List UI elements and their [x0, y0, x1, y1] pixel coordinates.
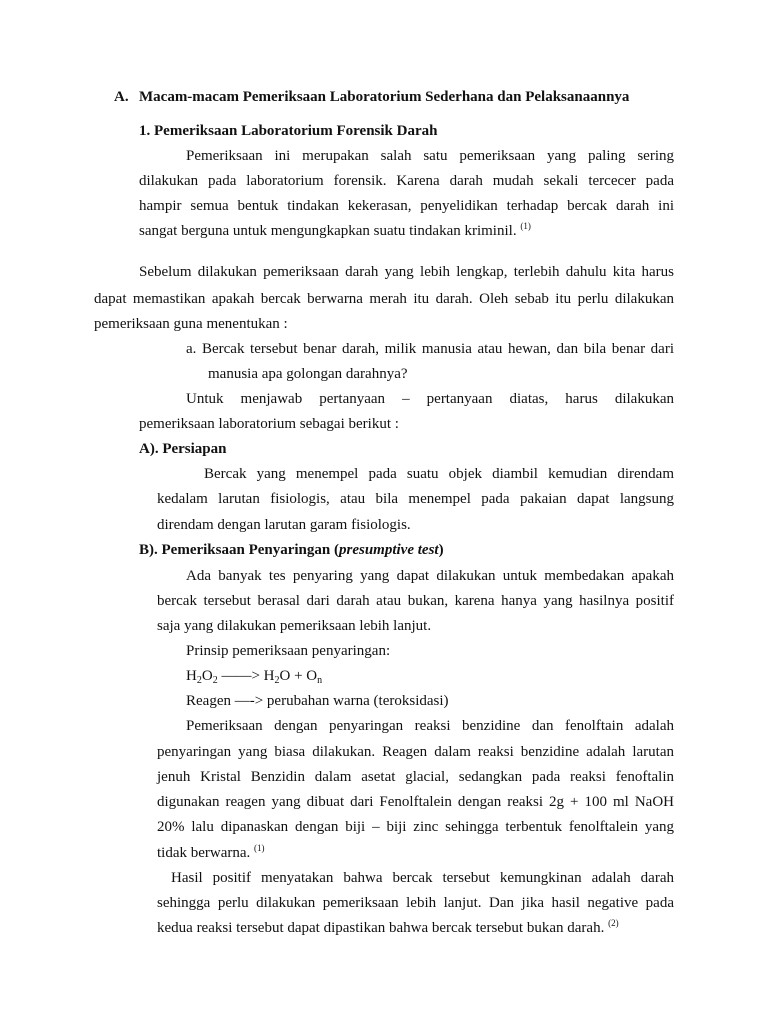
paragraph-line: 20% lalu dipanaskan dengan biji – biji zinc sehingga terbentuk fenolftalein yang — [157, 819, 674, 835]
equation-peroxide: $H_2O_2$ ——> $H_2O + O_n$ — [186, 668, 323, 686]
citation-ref: (1) — [254, 843, 265, 853]
section-title: Macam-macam Pemeriksaan Laboratorium Sederhana dan Pelaksanaannya — [139, 89, 630, 105]
paragraph-line: Pemeriksaan ini merupakan salah satu pemeriksaan yang paling sering — [186, 148, 674, 164]
list-item: a. Bercak tersebut benar darah, milik manusia atau hewan, dan bila benar dari — [186, 341, 674, 357]
paragraph-line: hampir semua bentuk tindakan kekerasan, penyelidikan terhadap bercak darah ini — [139, 198, 674, 214]
section-marker: A. — [114, 89, 129, 105]
paragraph-line: sehingga perlu dilakukan pemeriksaan lebih lanjut. Dan jika hasil negative pada — [157, 895, 674, 911]
citation-ref: (2) — [608, 918, 619, 928]
paragraph-line: saja yang dilakukan pemeriksaan lebih lanjut. — [157, 618, 432, 634]
equation-reagent: Reagen —-> perubahan warna (teroksidasi) — [186, 693, 449, 709]
paragraph-line: Bercak yang menempel pada suatu objek diambil kemudian direndam — [204, 466, 674, 482]
paragraph-line: digunakan reagen yang dibuat dari Fenolftalein dengan reaksi 2g + 100 ml NaOH — [157, 794, 674, 810]
paragraph-line: bercak tersebut berasal dari darah atau bukan, karena hanya yang hasilnya positif — [157, 593, 674, 609]
paragraph-line: pemeriksaan guna menentukan : — [94, 316, 288, 332]
penyaringan-heading: B). Pemeriksaan Penyaringan (presumptive test) — [139, 542, 444, 558]
paragraph-line: Hasil positif menyatakan bahwa bercak tersebut kemungkinan adalah darah — [171, 870, 674, 886]
paragraph-line: dapat memastikan apakah bercak berwarna merah itu darah. Oleh sebab itu perlu dilakukan — [94, 291, 674, 307]
paragraph-line: sangat berguna untuk mengungkapkan suatu tindakan kriminil. $^{(1)}$ — [139, 221, 531, 239]
citation-ref: (1) — [520, 221, 531, 231]
list-item: manusia apa golongan darahnya? — [208, 366, 408, 382]
paragraph-line: dilakukan pada laboratorium forensik. Karena darah mudah sekali tercecer pada — [139, 173, 674, 189]
paragraph-line: pemeriksaan laboratorium sebagai berikut : — [139, 416, 399, 432]
prinsip-label: Prinsip pemeriksaan penyaringan: — [186, 643, 391, 659]
persiapan-heading: A). Persiapan — [139, 441, 227, 457]
paragraph-line: tidak berwarna. $^{(1)}$ — [157, 843, 265, 861]
paragraph-line: jenuh Kristal Benzidin dalam asetat glacial, sedangkan pada reaksi fenoftalin — [157, 769, 674, 785]
paragraph-line: Ada banyak tes penyaring yang dapat dilakukan untuk membedakan apakah — [186, 568, 674, 584]
subsection-title: 1. Pemeriksaan Laboratorium Forensik Darah — [139, 123, 438, 139]
paragraph-line: Sebelum dilakukan pemeriksaan darah yang lebih lengkap, terlebih dahulu kita harus — [139, 264, 674, 280]
paragraph-line: direndam dengan larutan garam fisiologis. — [157, 517, 411, 533]
paragraph-line: Untuk menjawab pertanyaan – pertanyaan diatas, harus dilakukan — [186, 391, 674, 407]
paragraph-line: Pemeriksaan dengan penyaringan reaksi benzidine dan fenolftain adalah — [186, 718, 674, 734]
paragraph-line: penyaringan yang biasa dilakukan. Reagen dalam reaksi benzidine adalah larutan — [157, 744, 674, 760]
paragraph-line: kedalam larutan fisiologis, atau bila menempel pada pakaian dapat langsung — [157, 491, 674, 507]
paragraph-line: kedua reaksi tersebut dapat dipastikan bahwa bercak tersebut bukan darah. $^{(2)}$ — [157, 918, 619, 936]
